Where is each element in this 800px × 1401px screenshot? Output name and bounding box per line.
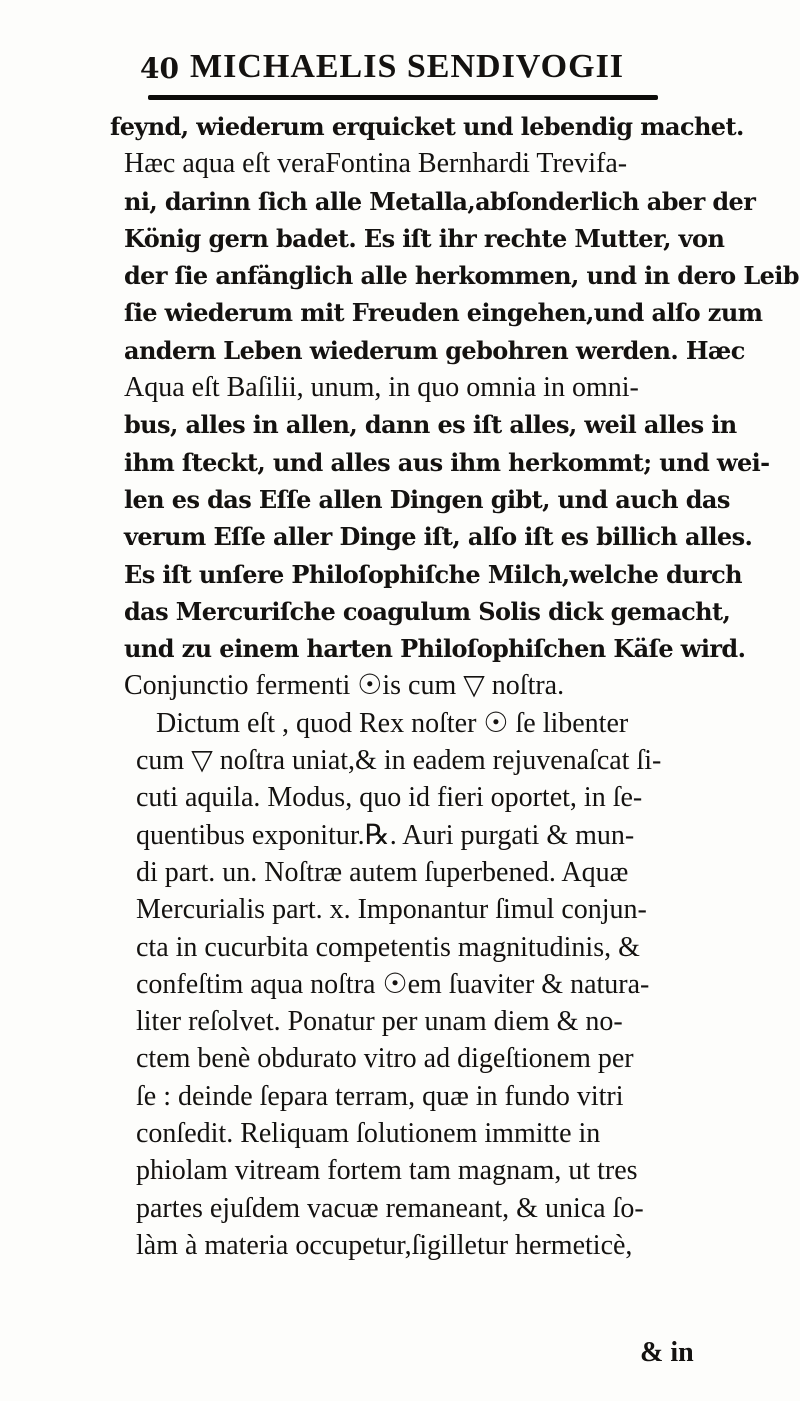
text-line: phiolam vitream fortem tam magnam, ut tres [136, 1155, 638, 1187]
text-line: feynd, wiederum erquicket und lebendig machet. [110, 112, 744, 141]
page-number: 40 [140, 52, 179, 85]
text-line: ni, darinn ſich alle Metalla,abſonderlich aber der [124, 186, 756, 216]
text-line: partes ejuſdem vacuæ remaneant, & unica ſo- [136, 1192, 644, 1224]
page-header [128, 40, 668, 90]
text-line: liter reſolvet. Ponatur per unam diem & no- [136, 1006, 623, 1038]
text-line: Es iſt unſere Philoſophiſche Milch,welche durch [124, 559, 742, 589]
text-line: und zu einem harten Philoſophiſchen Käſe wird. [124, 634, 746, 664]
text-line: làm à materia occupetur,ſigilletur hermeticè, [136, 1229, 633, 1261]
text-line: cum ▽ noſtra uniat,& in eadem rejuvenaſcat ſi- [136, 745, 662, 777]
text-line: cta in cucurbita competentis magnitudinis, & [136, 931, 640, 963]
body-text [110, 108, 799, 1264]
text-line: Mercurialis part. x. Imponantur ſimul conjun- [136, 894, 647, 926]
text-line: quentibus exponitur.℞. Auri purgati & mun- [136, 819, 635, 851]
text-line: Conjunctio fermenti ☉is cum ▽ noſtra. [124, 670, 565, 702]
text-line: Aqua eſt Baſilii, unum, in quo omnia in omni- [124, 372, 639, 404]
header-rule [148, 95, 658, 100]
text-line: Dictum eſt , quod Rex noſter ☉ ſe libenter [156, 707, 629, 739]
text-line: ihm ſteckt, und alles aus ihm herkommt; und wei- [124, 447, 770, 477]
text-line: len es das Eſſe allen Dingen gibt, und auch das [124, 484, 730, 514]
text-line: verum Eſſe aller Dinge iſt, alſo iſt es billich alles. [124, 522, 753, 552]
text-line: ſie wiederum mit Freuden eingehen,und alſo zum [124, 298, 763, 328]
running-head: MICHAELIS SENDIVOGII [190, 48, 625, 85]
text-line: König gern badet. Es iſt ihr rechte Mutter, von [124, 223, 725, 253]
text-line: andern Leben wiederum gebohren werden. Hæc [124, 335, 745, 365]
text-line: confeſtim aqua noſtra ☉em ſuaviter & natura- [136, 968, 650, 1000]
text-line: ſe : deinde ſepara terram, quæ in fundo vitri [136, 1080, 624, 1112]
text-line: der ſie anfänglich alle herkommen, und in dero Leib [124, 261, 799, 291]
catchword: & in [640, 1337, 694, 1368]
text-line: bus, alles in allen, dann es iſt alles, weil alles in [124, 410, 737, 440]
text-line: Hæc aqua eſt veraFontina Bernhardi Trevifa- [124, 148, 628, 180]
text-line: conſedit. Reliquam ſolutionem immitte in [136, 1118, 601, 1150]
text-line: ctem benè obdurato vitro ad digeſtionem per [136, 1043, 634, 1075]
text-line: cuti aquila. Modus, quo id fieri oportet, in ſe- [136, 782, 643, 814]
text-line: di part. un. Noſtræ autem ſuperbened. Aquæ [136, 856, 629, 888]
text-line: das Mercuriſche coagulum Solis dick gemacht, [124, 596, 731, 626]
